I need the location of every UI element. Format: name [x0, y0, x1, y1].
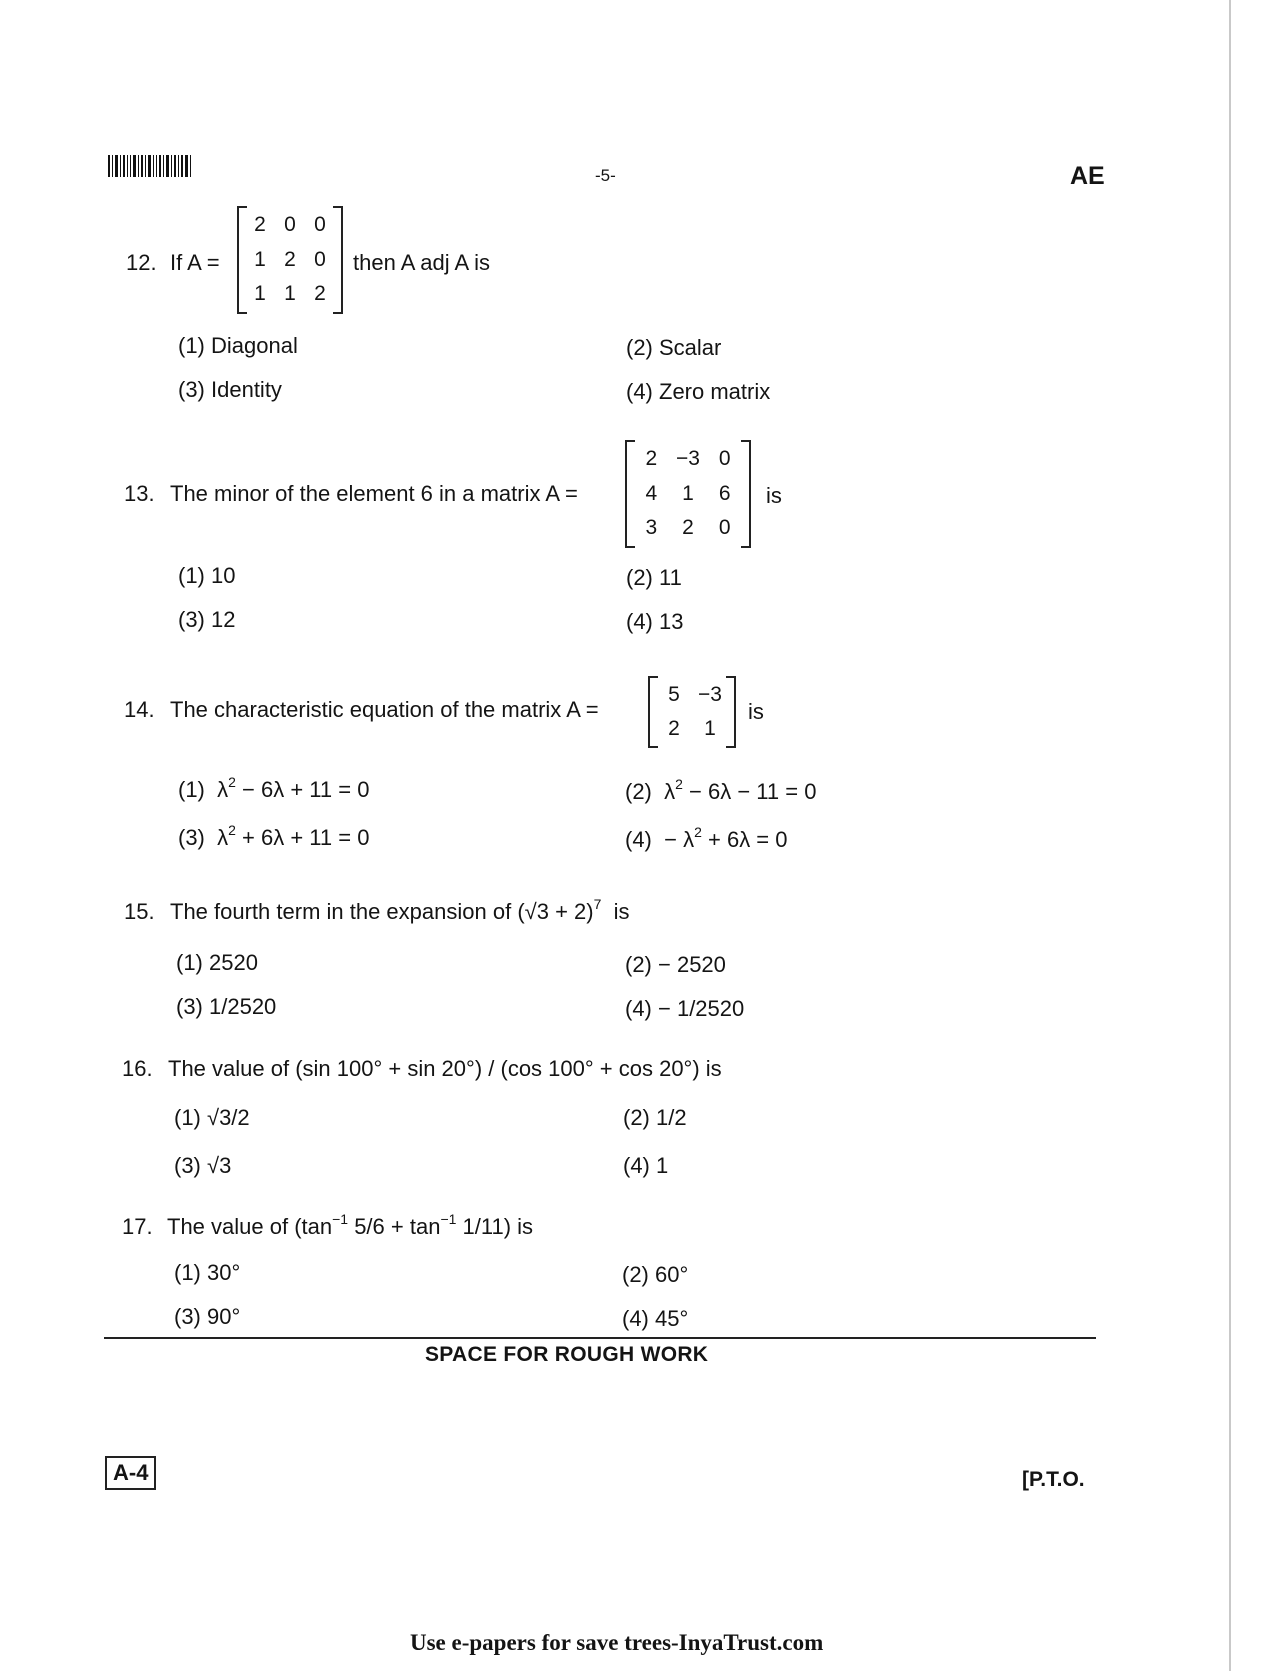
equation-rest: − 6λ + 11 = 0 — [235, 777, 370, 802]
question-17-text — [167, 1213, 533, 1241]
question-13-option-4[interactable]: (4) 13 — [626, 609, 684, 634]
matrix-cell: 1 — [254, 282, 266, 306]
matrix-cell: 0 — [718, 516, 731, 540]
matrix-cell: 2 — [682, 516, 694, 540]
matrix-cell: −3 — [698, 683, 722, 706]
option-label: (4) — [625, 827, 652, 852]
option-label: (2) — [625, 779, 652, 804]
question-17-part-c: 1/11) is — [456, 1214, 534, 1239]
footer-note: Use e-papers for save trees-InyaTrust.com — [410, 1630, 824, 1655]
inverse-exponent: −1 — [332, 1211, 349, 1227]
matrix-cell: 0 — [314, 247, 326, 271]
equation-base: λ — [217, 825, 229, 850]
matrix-right-bracket — [741, 440, 751, 548]
question-15-suffix: is — [613, 899, 630, 924]
page-edge — [1229, 0, 1231, 1671]
matrix-cell: 3 — [645, 516, 658, 540]
question-17-option-4[interactable]: (4) 45° — [622, 1306, 689, 1331]
question-14-option-2[interactable] — [625, 778, 816, 806]
matrix-cell: 0 — [284, 213, 296, 236]
question-17-part-a: The value of (tan — [167, 1214, 333, 1239]
matrix-cell: 2 — [314, 282, 326, 306]
matrix-right-bracket — [726, 676, 736, 748]
matrix-right-bracket — [333, 206, 343, 314]
question-17-option-1[interactable]: (1) 30° — [174, 1260, 241, 1285]
question-13-suffix: is — [766, 483, 782, 508]
matrix-cell: 4 — [645, 481, 658, 505]
matrix-cell: 0 — [718, 447, 731, 470]
question-13-option-2[interactable]: (2) 11 — [626, 565, 682, 590]
question-12-suffix: then A adj A is — [353, 250, 491, 275]
equation-exponent: 2 — [228, 774, 236, 790]
equation-exponent: 2 — [694, 824, 702, 840]
matrix-left-bracket — [625, 440, 635, 548]
matrix-left-bracket — [237, 206, 247, 314]
equation-base: − λ — [664, 827, 695, 852]
question-16-option-4[interactable]: (4) 1 — [623, 1153, 669, 1178]
matrix-cell: 6 — [718, 481, 731, 505]
matrix-cell: 1 — [254, 247, 266, 271]
inverse-exponent: −1 — [440, 1211, 457, 1227]
matrix-cell: 0 — [314, 213, 326, 236]
matrix-cell: 5 — [668, 683, 680, 706]
equation-rest: + 6λ + 11 = 0 — [235, 825, 370, 850]
paper-code: AE — [1070, 162, 1105, 190]
expression-base: (√3 + 2) — [517, 899, 594, 924]
rough-work-divider — [104, 1337, 1096, 1339]
question-12-option-1[interactable]: (1) Diagonal — [178, 333, 298, 358]
question-13-prefix: The minor of the element 6 in a matrix A = — [170, 481, 578, 506]
equation-exponent: 2 — [228, 822, 236, 838]
question-16-option-3[interactable]: (3) √3 — [174, 1153, 232, 1178]
question-12-option-2[interactable]: (2) Scalar — [626, 335, 722, 360]
expression-exponent: 7 — [593, 896, 602, 912]
matrix-cell: 1 — [284, 282, 296, 306]
matrix-left-bracket — [648, 676, 658, 748]
question-14-option-1[interactable] — [178, 776, 369, 804]
question-16-text: The value of (sin 100° + sin 20°) / (cos 100° + cos 20°) is — [168, 1056, 722, 1081]
matrix-cell: −3 — [676, 447, 700, 470]
question-16-option-2[interactable]: (2) 1/2 — [623, 1105, 687, 1130]
barcode — [108, 155, 200, 177]
question-13-number: 13. — [124, 481, 155, 506]
question-17-option-3[interactable]: (3) 90° — [174, 1304, 241, 1329]
equation-base: λ — [664, 779, 676, 804]
matrix-cell: 2 — [645, 447, 658, 470]
equation-rest: + 6λ = 0 — [701, 827, 788, 852]
question-12-matrix — [237, 206, 343, 314]
question-14-number: 14. — [124, 697, 155, 722]
question-16-number: 16. — [122, 1056, 153, 1081]
series-code-box: A-4 — [105, 1456, 156, 1490]
question-15-expression — [517, 896, 602, 924]
page-number: -5- — [595, 166, 616, 185]
question-17-number: 17. — [122, 1214, 153, 1239]
question-15-option-3[interactable]: (3) 1/2520 — [176, 994, 277, 1019]
question-14-matrix — [648, 676, 736, 748]
question-15-option-4[interactable]: (4) − 1/2520 — [625, 996, 745, 1021]
matrix-cell: 2 — [284, 247, 296, 271]
equation-rest: − 6λ − 11 = 0 — [682, 779, 817, 804]
question-13-matrix — [625, 440, 751, 548]
question-12-number: 12. — [126, 250, 157, 275]
question-14-option-3[interactable] — [178, 824, 369, 852]
question-13-option-3[interactable]: (3) 12 — [178, 607, 236, 632]
question-15-option-1[interactable]: (1) 2520 — [176, 950, 258, 975]
matrix-cell: 1 — [704, 717, 716, 740]
matrix-cell: 2 — [254, 213, 266, 236]
question-15-stem — [170, 898, 630, 926]
please-turn-over: [P.T.O. — [1022, 1468, 1085, 1491]
question-15-number: 15. — [124, 899, 155, 924]
question-15-option-2[interactable]: (2) − 2520 — [625, 952, 726, 977]
question-17-part-b: 5/6 + tan — [348, 1214, 441, 1239]
matrix-cell: 2 — [668, 717, 680, 740]
question-12-prefix: If A = — [170, 250, 220, 275]
option-label: (3) — [178, 825, 205, 850]
matrix-cell: 1 — [682, 481, 694, 505]
question-17-option-2[interactable]: (2) 60° — [622, 1262, 689, 1287]
question-14-prefix: The characteristic equation of the matrix A = — [170, 697, 599, 722]
equation-base: λ — [217, 777, 229, 802]
rough-work-heading: SPACE FOR ROUGH WORK — [425, 1343, 709, 1366]
question-14-suffix: is — [748, 699, 764, 724]
equation-exponent: 2 — [675, 776, 683, 792]
question-12-option-3[interactable]: (3) Identity — [178, 377, 282, 402]
question-12-option-4[interactable]: (4) Zero matrix — [626, 379, 771, 404]
question-16-option-1[interactable]: (1) √3/2 — [174, 1105, 250, 1130]
question-14-option-4[interactable] — [625, 826, 788, 854]
question-13-option-1[interactable]: (1) 10 — [178, 563, 236, 588]
option-label: (1) — [178, 777, 205, 802]
question-15-prefix: The fourth term in the expansion of — [170, 899, 512, 924]
